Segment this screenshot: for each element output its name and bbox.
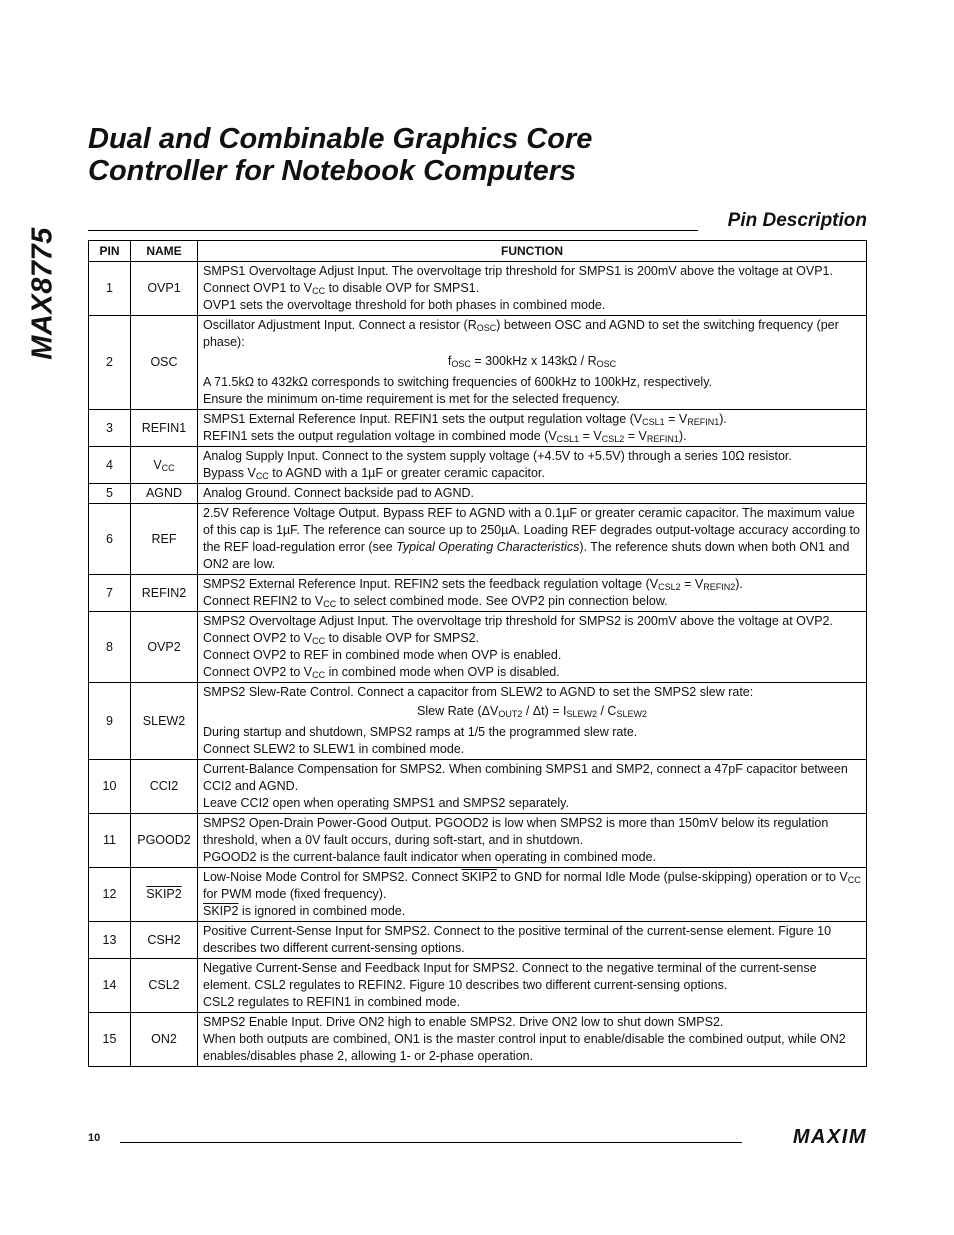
pin-name: AGND: [131, 484, 198, 504]
maxim-logo: [755, 1125, 867, 1149]
pin-name: OSC: [131, 316, 198, 410]
function-line: Positive Current-Sense Input for SMPS2. Connect to the positive terminal of the current-sense element. Figure 10 describes two different current-sensing options.: [203, 924, 832, 955]
function-line: Ensure the minimum on-time requirement is met for the selected frequency.: [203, 392, 620, 406]
table-row: [89, 484, 867, 504]
function-line: Connect OVP2 to $V_{CC}$ to disable OVP for SMPS2.: [203, 631, 480, 646]
pin-name: CSL2: [131, 959, 198, 1013]
table-row: [89, 683, 867, 760]
pin-function: [198, 612, 867, 683]
header-function: FUNCTION: [198, 241, 867, 262]
function-line: Connect OVP2 to REF in combined mode when OVP is enabled.: [203, 648, 562, 662]
pin-number: 1: [89, 262, 131, 316]
function-line: Negative Current-Sense and Feedback Input for SMPS2. Connect to the negative terminal of the current-sense element. CSL2 regulates to REFIN2. Figure 10 describes two different current-sensing options.: [203, 961, 817, 992]
table-row: [89, 868, 867, 922]
pin-name: PGOOD2: [131, 814, 198, 868]
pin-number: 10: [89, 760, 131, 814]
pin-function: [198, 814, 867, 868]
function-line: PGOOD2 is the current-balance fault indicator when operating in combined mode.: [203, 850, 657, 864]
section-header: [88, 209, 867, 233]
pin-number: 5: [89, 484, 131, 504]
pin-name: OVP1: [131, 262, 198, 316]
table-row: [89, 612, 867, 683]
pin-name: ON2: [131, 1013, 198, 1067]
function-line: Low-Noise Mode Control for SMPS2. Connect SKIP2 to GND for normal Idle Mode (pulse-skipping) operation or to $V_{CC}$ for PWM mode (fixed frequency).: [203, 870, 861, 901]
pin-function: [198, 868, 867, 922]
function-line: Oscillator Adjustment Input. Connect a resistor $(R_{OSC})$ between OSC and AGND to set the switching frequency (per phase):: [203, 318, 839, 349]
page-number: 10: [88, 1132, 101, 1144]
function-line: Current-Balance Compensation for SMPS2. When combining SMPS1 and SMP2, connect a 47pF capacitor between CCI2 and AGND.: [203, 762, 848, 793]
section-rule: [88, 230, 698, 231]
function-line: SMPS2 External Reference Input. REFIN2 sets the feedback regulation voltage $(V_{CSL2} = V_{REFIN2})$.: [203, 577, 743, 592]
table-row: [89, 1013, 867, 1067]
pin-function: [198, 959, 867, 1013]
table-header-row: [89, 241, 867, 262]
maxim-logo-text: MAXIM: [792, 1125, 867, 1148]
function-line: SMPS2 Overvoltage Adjust Input. The overvoltage trip threshold for SMPS2 is 200mV above the voltage at OVP2.: [203, 614, 833, 628]
table-row: [89, 504, 867, 575]
pin-number: 3: [89, 410, 131, 447]
document-title: [88, 123, 868, 187]
pin-name: CCI2: [131, 760, 198, 814]
table-row: [89, 959, 867, 1013]
title-line-2: Controller for Notebook Computers: [88, 155, 577, 187]
function-line: Connect REFIN2 to $V_{CC}$ to select combined mode. See OVP2 pin connection below.: [203, 594, 668, 609]
function-line: Connect SLEW2 to SLEW1 in combined mode.: [203, 742, 465, 756]
pin-name: SKIP2: [131, 868, 198, 922]
pin-number: 13: [89, 922, 131, 959]
pin-function: [198, 575, 867, 612]
section-title: Pin Description: [727, 210, 867, 231]
pin-function: [198, 447, 867, 484]
function-line: Analog Ground. Connect backside pad to AGND.: [203, 486, 474, 500]
pin-number: 4: [89, 447, 131, 484]
pin-name: REFIN2: [131, 575, 198, 612]
function-line: 2.5V Reference Voltage Output. Bypass REF to AGND with a 0.1µF or greater ceramic capacitor. The maximum value of this cap is 1µF. The reference can source up to 250µA. Loading REF degrades output-voltage accuracy according to the REF load-regulation error (see Typical Operating Characteristics). The reference shuts down when both ON1 and ON2 are low.: [203, 506, 860, 571]
pin-number: 15: [89, 1013, 131, 1067]
pin-number: 14: [89, 959, 131, 1013]
pin-number: 12: [89, 868, 131, 922]
function-line: Connect OVP2 to $V_{CC}$ in combined mode when OVP is disabled.: [203, 665, 560, 680]
function-line: During startup and shutdown, SMPS2 ramps at 1/5 the programmed slew rate.: [203, 725, 638, 739]
function-line: SMPS2 Open-Drain Power-Good Output. PGOOD2 is low when SMPS2 is more than 150mV below its regulation threshold, when a 0V fault occurs, during soft-start, and in shutdown.: [203, 816, 829, 847]
table-row: [89, 410, 867, 447]
function-line: REFIN1 sets the output regulation voltage in combined mode $(V_{CSL1} = V_{CSL2} = V_{REFIN1})$.: [203, 429, 687, 444]
slew-rate-formula: Slew Rate $(\Delta V_{OUT2} / \Delta t) = I_{SLEW2} / C_{SLEW2}$: [417, 704, 647, 719]
pin-name: CSH2: [131, 922, 198, 959]
function-line: When both outputs are combined, ON1 is the master control input to enable/disable the combined output, while ON2 enables/disables phase 2, allowing 1- or 2-phase operation.: [203, 1032, 846, 1063]
function-line: SMPS1 External Reference Input. REFIN1 sets the output regulation voltage $(V_{CSL1} = V_{REFIN1})$.: [203, 412, 727, 427]
table-row: [89, 575, 867, 612]
pin-number: 7: [89, 575, 131, 612]
pin-function: [198, 683, 867, 760]
table-row: [89, 447, 867, 484]
table-row: [89, 760, 867, 814]
function-line: SKIP2 is ignored in combined mode.: [203, 904, 406, 918]
pin-description-table: [88, 240, 867, 1067]
pin-number: 11: [89, 814, 131, 868]
function-line: A 71.5kΩ to 432kΩ corresponds to switching frequencies of 600kHz to 100kHz, respectively.: [203, 375, 712, 389]
frequency-formula: $f_{OSC} = 300kHz$ x $143k\Omega / R_{OSC}$: [447, 354, 617, 369]
table-row: [89, 262, 867, 316]
function-line: SMPS1 Overvoltage Adjust Input. The overvoltage trip threshold for SMPS1 is 200mV above the voltage at OVP1. Connect OVP1 to $V_{CC}$ to disable OVP for SMPS1.: [203, 264, 833, 296]
pin-function: [198, 760, 867, 814]
title-line-1: Dual and Combinable Graphics Core: [88, 123, 593, 155]
pin-function: [198, 410, 867, 447]
pin-name: SLEW2: [131, 683, 198, 760]
function-line: OVP1 sets the overvoltage threshold for both phases in combined mode.: [203, 298, 606, 312]
side-part-number: [18, 213, 68, 373]
pin-name: REF: [131, 504, 198, 575]
pin-number: 8: [89, 612, 131, 683]
pin-function: [198, 922, 867, 959]
header-name: NAME: [131, 241, 198, 262]
function-line: Analog Supply Input. Connect to the system supply voltage (+4.5V to +5.5V) through a series 10Ω resistor.: [203, 449, 792, 463]
function-line: SMPS2 Slew-Rate Control. Connect a capacitor from SLEW2 to AGND to set the SMPS2 slew rate:: [203, 685, 754, 699]
function-line: CSL2 regulates to REFIN1 in combined mode.: [203, 995, 461, 1009]
footer-rule: [120, 1142, 742, 1143]
pin-function: [198, 484, 867, 504]
pin-number: 6: [89, 504, 131, 575]
pin-number: 9: [89, 683, 131, 760]
table-row: [89, 316, 867, 410]
function-line: Leave CCI2 open when operating SMPS1 and SMPS2 separately.: [203, 796, 569, 810]
pin-name: OVP2: [131, 612, 198, 683]
side-part-number-text: MAX8775: [26, 226, 59, 360]
pin-function: [198, 1013, 867, 1067]
pin-number: 2: [89, 316, 131, 410]
header-pin: PIN: [89, 241, 131, 262]
function-line: SMPS2 Enable Input. Drive ON2 high to enable SMPS2. Drive ON2 low to shut down SMPS2.: [203, 1015, 724, 1029]
pin-name: $V_{CC}$: [131, 447, 198, 484]
pin-function: [198, 316, 867, 410]
pin-function: [198, 504, 867, 575]
pin-function: [198, 262, 867, 316]
table-row: [89, 922, 867, 959]
pin-name: REFIN1: [131, 410, 198, 447]
table-row: [89, 814, 867, 868]
function-line: Bypass $V_{CC}$ to AGND with a 1µF or greater ceramic capacitor.: [203, 466, 545, 481]
